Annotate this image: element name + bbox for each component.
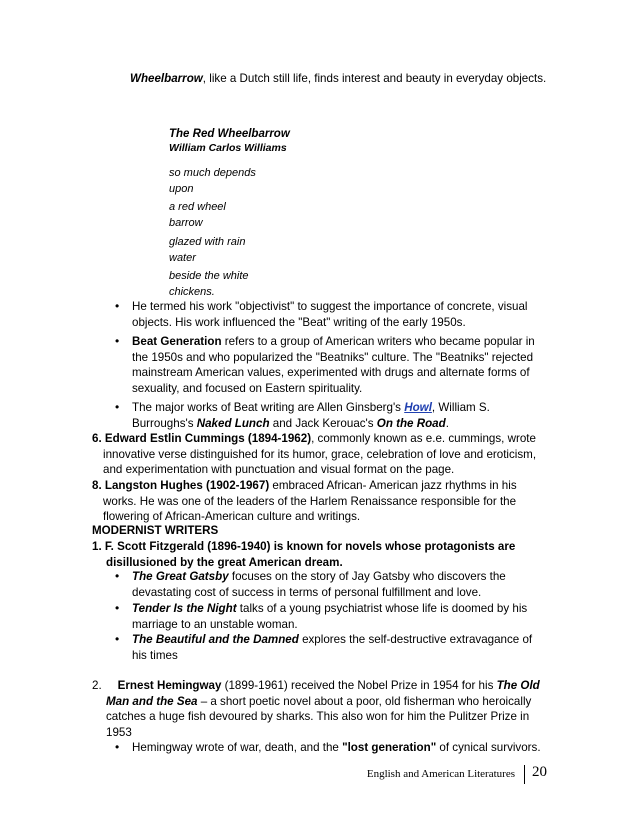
poem-line: chickens. bbox=[169, 285, 215, 298]
howl-link[interactable]: Howl bbox=[404, 401, 432, 414]
bullet-icon: • bbox=[115, 299, 120, 313]
hughes-heading: 8. Langston Hughes (1902-1967) bbox=[92, 479, 270, 492]
paragraph-line: catches a huge fish devoured by sharks. This also won for him the Pulitzer Prize in bbox=[106, 710, 530, 723]
poem-author: William Carlos Williams bbox=[169, 142, 287, 154]
beat-generation-term: Beat Generation bbox=[132, 335, 222, 348]
bullet-line: sexuality, and focused on Eastern spirituality. bbox=[132, 381, 363, 395]
work-title: Naked Lunch bbox=[196, 416, 270, 430]
hemingway-paragraph bbox=[92, 678, 540, 740]
intro-title: Wheelbarrow bbox=[130, 72, 203, 85]
bullet-text: The major works of Beat writing are Allen Ginsberg's bbox=[132, 401, 405, 414]
paragraph-line: and experimentation with punctuation and visual format on the page. bbox=[103, 463, 455, 476]
modernist-heading: MODERNIST WRITERS bbox=[92, 524, 219, 537]
poem-stanza bbox=[169, 166, 256, 197]
bullet-line: mainstream American values, experimented with drugs and alternate forms of bbox=[132, 366, 530, 379]
poem-stanza bbox=[169, 200, 226, 231]
bullet-text: Burroughs's bbox=[132, 416, 197, 430]
work-title: The Beautiful and the Damned bbox=[132, 633, 299, 646]
intro-line bbox=[130, 71, 546, 87]
bullet-icon: • bbox=[115, 400, 120, 414]
work-title: The Old bbox=[496, 679, 540, 692]
bullet-icon: • bbox=[115, 601, 120, 615]
bullet-beat-works bbox=[132, 400, 490, 431]
fitzgerald-heading bbox=[92, 539, 515, 570]
bullet-text: explores the self-destructive extravagance of bbox=[298, 633, 533, 646]
paragraph-line: works. He was one of the leaders of the Harlem Renaissance responsible for the bbox=[103, 494, 517, 508]
fitzgerald-line: 1. F. Scott Fitzgerald (1896-1940) is known for novels whose protagonists are bbox=[92, 540, 516, 553]
bullet-text: , William S. bbox=[431, 401, 490, 414]
lost-generation-term: "lost generation" bbox=[342, 741, 437, 754]
cummings-paragraph bbox=[92, 431, 536, 478]
bullet-icon: • bbox=[115, 740, 120, 754]
paragraph-text: (1899-1961) received the Nobel Prize in 1954 for his bbox=[221, 679, 497, 692]
bullet-text: focuses on the story of Jay Gatsby who discovers the bbox=[228, 570, 506, 583]
hemingway-name: Ernest Hemingway bbox=[117, 679, 222, 692]
bullet-beautiful-damned bbox=[132, 632, 532, 663]
fitzgerald-line: disillusioned by the great American dream. bbox=[106, 555, 343, 569]
bullet-text: refers to a group of American writers who became popular in bbox=[221, 335, 535, 348]
poem-title: The Red Wheelbarrow bbox=[169, 128, 290, 140]
paragraph-line: 1953 bbox=[106, 725, 132, 739]
paragraph-text: , commonly known as e.e. cummings, wrote bbox=[311, 432, 536, 445]
poem-line: a red wheel bbox=[169, 201, 226, 213]
page-number: 20 bbox=[532, 764, 547, 780]
poem-line: glazed with rain bbox=[169, 236, 246, 248]
bullet-line: devastating cost of success in terms of personal fulfillment and love. bbox=[132, 585, 482, 599]
footer-title: English and American Literatures bbox=[366, 768, 515, 780]
poem-line: water bbox=[169, 251, 196, 264]
bullet-text: talks of a young psychiatrist whose life is doomed by his bbox=[236, 602, 528, 615]
bullet-line: He termed his work "objectivist" to suggest the importance of concrete, visual bbox=[132, 300, 528, 313]
bullet-icon: • bbox=[115, 334, 120, 348]
intro-text: , like a Dutch still life, finds interest and beauty in everyday objects. bbox=[202, 72, 547, 85]
bullet-text: Hemingway wrote of war, death, and the bbox=[132, 741, 343, 754]
work-title: On the Road bbox=[376, 416, 446, 430]
bullet-text: of cynical survivors. bbox=[436, 741, 541, 754]
work-title: Man and the Sea bbox=[106, 694, 198, 708]
cummings-heading: 6. Edward Estlin Cummings (1894-1962) bbox=[92, 432, 312, 445]
poem-line: beside the white bbox=[169, 270, 249, 282]
work-title: The Great Gatsby bbox=[132, 570, 229, 583]
bullet-great-gatsby bbox=[132, 569, 506, 600]
bullet-line: his times bbox=[132, 648, 178, 662]
hughes-paragraph bbox=[92, 478, 517, 525]
poem-line: barrow bbox=[169, 216, 203, 229]
poem-stanza bbox=[169, 235, 245, 266]
bullet-tender-night bbox=[132, 601, 527, 632]
poem-stanza bbox=[169, 269, 249, 300]
work-title: Tender Is the Night bbox=[132, 602, 237, 615]
poem-line: upon bbox=[169, 182, 194, 195]
list-number: 2. bbox=[92, 679, 102, 692]
bullet-objectivist bbox=[132, 299, 528, 330]
footer-divider bbox=[524, 765, 525, 784]
poem-line: so much depends bbox=[169, 167, 256, 179]
bullet-text: and Jack Kerouac's bbox=[269, 416, 377, 430]
bullet-line: marriage to an unstable woman. bbox=[132, 617, 298, 631]
bullet-line: the 1950s and who popularized the "Beatniks" culture. The "Beatniks" rejected bbox=[132, 350, 534, 364]
paragraph-line: innovative verse distinguished for its humor, grace, celebration of love and eroticism, bbox=[103, 447, 537, 461]
bullet-icon: • bbox=[115, 632, 120, 646]
bullet-line: objects. His work influenced the "Beat" writing of the early 1950s. bbox=[132, 315, 466, 329]
paragraph-text: – a short poetic novel about a poor, old fisherman who heroically bbox=[197, 694, 532, 708]
bullet-hemingway-war bbox=[132, 740, 541, 756]
bullet-beat-generation bbox=[132, 334, 535, 396]
paragraph-text: embraced African- American jazz rhythms in his bbox=[269, 479, 517, 492]
bullet-text: . bbox=[445, 416, 449, 430]
bullet-icon: • bbox=[115, 569, 120, 583]
paragraph-line: flowering of African-American culture and writings. bbox=[103, 510, 361, 523]
